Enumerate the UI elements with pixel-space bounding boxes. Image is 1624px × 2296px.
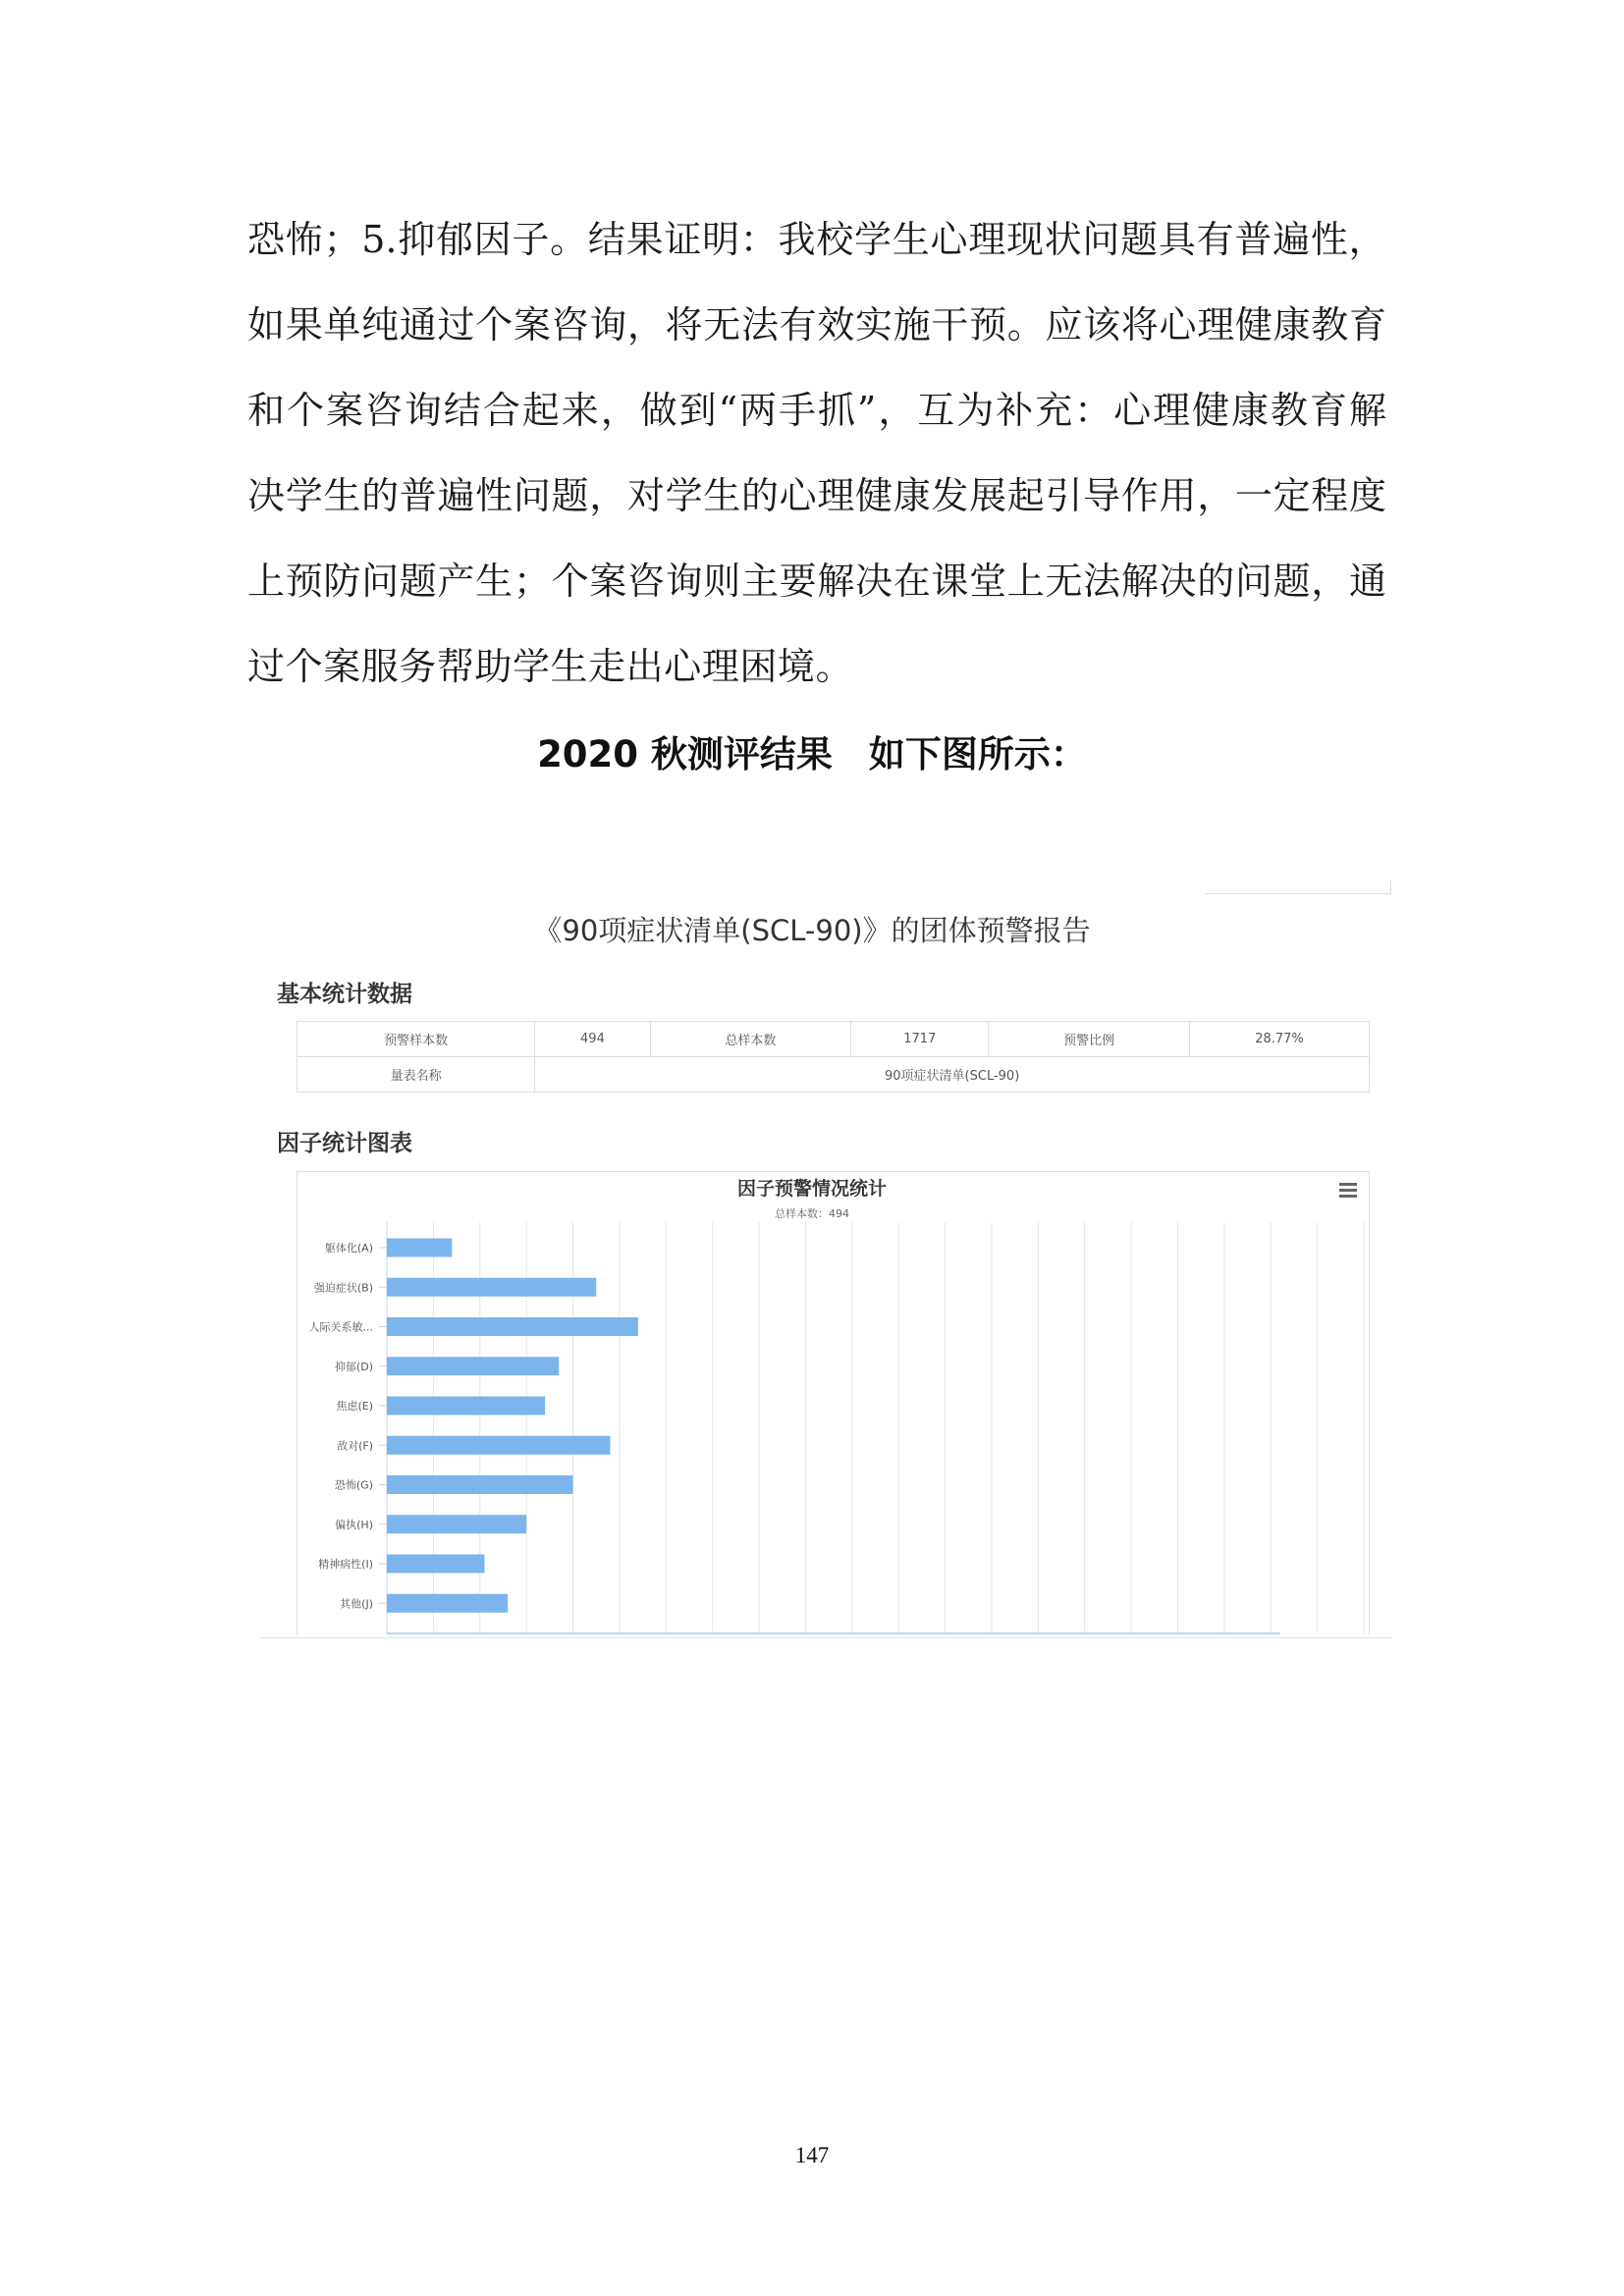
paragraph-char: 无	[1045, 560, 1083, 603]
paragraph-char: 普	[1234, 218, 1272, 261]
paragraph-char: 心	[664, 645, 702, 688]
paragraph-char: 怖	[285, 218, 323, 261]
category-label: 其他(J)	[340, 1597, 373, 1611]
paragraph-char: 走	[588, 645, 626, 688]
bar	[387, 1475, 573, 1494]
paragraph-char: 健	[1192, 389, 1230, 432]
paragraph-char: 康	[893, 474, 931, 517]
basic-stats-label: 基本统计数据	[277, 982, 412, 1007]
category-label: 焦虑(E)	[336, 1400, 373, 1413]
bar	[387, 1515, 526, 1533]
paragraph-char: ：	[739, 218, 778, 261]
paragraph-char: 心	[930, 218, 968, 261]
category-label: 敌对(F)	[337, 1439, 373, 1453]
bar	[387, 1397, 545, 1415]
paragraph-char: 案	[325, 389, 363, 432]
paragraph-char: 法	[1083, 560, 1121, 603]
paragraph-char: ：	[1074, 389, 1112, 432]
paragraph-char: 抑	[398, 218, 436, 261]
paragraph-char: 生	[892, 218, 930, 261]
paragraph-char: 普	[399, 474, 437, 517]
section-heading: 2020 秋测评结果 如下图所示：	[537, 733, 1087, 775]
paragraph-char: 的	[740, 474, 779, 517]
paragraph-char: 学	[512, 645, 550, 688]
paragraph-char: 心	[1113, 389, 1152, 432]
paragraph-char: 生	[475, 560, 514, 603]
total-sample-label: 总样本数	[650, 1022, 851, 1057]
paragraph-char: 到	[678, 389, 717, 432]
paragraph-char: 一	[1234, 474, 1272, 517]
paragraph-char: 则	[703, 560, 741, 603]
paragraph-char: 健	[1234, 303, 1272, 347]
paragraph-char: 起	[521, 389, 560, 432]
paragraph-char: 导	[1083, 474, 1121, 517]
paragraph-char: 个	[285, 645, 323, 688]
paragraph-char: 为	[956, 389, 995, 432]
paragraph-char: 。	[550, 218, 588, 261]
paragraph-char: 咨	[364, 389, 403, 432]
paragraph-char: 和	[247, 389, 286, 432]
paragraph-char: ，	[1311, 560, 1349, 603]
paragraph-char: 案	[323, 645, 361, 688]
paragraph-char: 发	[931, 474, 969, 517]
paragraph-char: 理	[701, 645, 739, 688]
category-label: 精神病性(I)	[318, 1558, 373, 1571]
paragraph-char: 校	[816, 218, 854, 261]
category-label: 抑郁(D)	[334, 1360, 373, 1373]
paragraph-char: 育	[1348, 303, 1386, 347]
paragraph-char: ，	[878, 389, 916, 432]
scale-name-value: 90项症状清单(SCL-90)	[535, 1057, 1370, 1093]
paragraph-char: 如	[247, 303, 286, 347]
chart-subtitle: 总样本数：494	[775, 1207, 849, 1220]
paragraph-char: 题	[1272, 560, 1311, 603]
paragraph-char: 性	[475, 474, 514, 517]
paragraph-char: 单	[323, 303, 361, 347]
paragraph-char: 作	[1120, 474, 1159, 517]
category-label: 恐怖(G)	[334, 1478, 373, 1492]
paragraph-char: 教	[1311, 303, 1349, 347]
paragraph-char: 度	[1348, 474, 1386, 517]
paragraph-char: 应	[1045, 303, 1083, 347]
paragraph-char: 询	[665, 560, 703, 603]
paragraph-char: 充	[1035, 389, 1073, 432]
paragraph-char: 纯	[361, 303, 400, 347]
paragraph-char: 有	[779, 303, 817, 347]
paragraph-char: 案	[589, 560, 627, 603]
paragraph-char: ，	[1197, 474, 1235, 517]
paragraph-char: 心	[779, 474, 817, 517]
paragraph-char: 果	[285, 303, 323, 347]
category-label: 偏执(H)	[335, 1518, 373, 1531]
paragraph-char: 展	[969, 474, 1007, 517]
paragraph-char: 个	[551, 560, 589, 603]
bar	[387, 1436, 610, 1455]
paragraph-char: ，	[600, 389, 638, 432]
paragraph-char: 两	[739, 389, 778, 432]
paragraph-char: 补	[996, 389, 1034, 432]
paragraph-char: 理	[968, 218, 1006, 261]
warning-sample-value: 494	[535, 1022, 650, 1057]
paragraph-char: 决	[247, 474, 286, 517]
paragraph-char: 防	[323, 560, 361, 603]
paragraph-char: 要	[779, 560, 817, 603]
paragraph-char: 心	[1159, 303, 1197, 347]
report-title: 《90项症状清单(SCL-90)》的团体预警报告	[533, 914, 1091, 947]
bar	[387, 1239, 452, 1257]
paragraph-char: 引	[1045, 474, 1083, 517]
paragraph-char: 证	[664, 218, 702, 261]
paragraph-char: 务	[399, 645, 437, 688]
factor-chart-label: 因子统计图表	[277, 1131, 412, 1156]
paragraph-char: 咨	[551, 303, 589, 347]
paragraph-char: 过	[247, 645, 286, 688]
paragraph-char: 问	[1234, 560, 1272, 603]
paragraph-char: 上	[247, 560, 286, 603]
paragraph-char: 服	[360, 645, 399, 688]
paragraph-char: 程	[1311, 474, 1349, 517]
paragraph-char: 学	[285, 474, 323, 517]
bar	[387, 1555, 485, 1574]
paragraph-char: 问	[513, 474, 551, 517]
paragraph-char: “	[718, 389, 738, 432]
category-label: 人际关系敏...	[308, 1320, 373, 1334]
paragraph-char: 将	[665, 303, 703, 347]
paragraph-char: 理	[1153, 389, 1191, 432]
paragraph-char: 起	[1006, 474, 1045, 517]
paragraph-char: 结	[443, 389, 481, 432]
paragraph-char: 解	[817, 560, 855, 603]
paragraph-char: 过	[437, 303, 475, 347]
bar	[387, 1278, 596, 1297]
paragraph-char: 学	[854, 218, 893, 261]
paragraph-char: 决	[1159, 560, 1197, 603]
paragraph-char: 康	[1231, 389, 1270, 432]
paragraph-char: 题	[399, 560, 437, 603]
paragraph-char: 遍	[437, 474, 475, 517]
paragraph-char: 用	[1159, 474, 1197, 517]
paragraph-char: 郁	[435, 218, 473, 261]
paragraph-char: 康	[1272, 303, 1311, 347]
paragraph-char: 定	[1272, 474, 1311, 517]
paragraph-char: 个	[286, 389, 324, 432]
category-label: 躯体化(A)	[324, 1242, 373, 1255]
bar	[387, 1357, 559, 1375]
paragraph-char: 问	[361, 560, 400, 603]
paragraph-char: 通	[399, 303, 437, 347]
warning-ratio-value: 28.77%	[1189, 1022, 1369, 1057]
paragraph-char: 结	[587, 218, 625, 261]
paragraph-char: 对	[626, 474, 665, 517]
paragraph-char: 施	[893, 303, 931, 347]
paragraph-char: 预	[285, 560, 323, 603]
paragraph-char: ；	[323, 218, 361, 261]
paragraph-char: 教	[1271, 389, 1309, 432]
paragraph-char: 来	[561, 389, 599, 432]
paragraph-char: 的	[1197, 560, 1235, 603]
paragraph-char: 抓	[817, 389, 855, 432]
paragraph-char: 法	[740, 303, 779, 347]
paragraph-char: 出	[625, 645, 664, 688]
paragraph-char: 恐	[247, 218, 286, 261]
paragraph-char: 状	[1044, 218, 1082, 261]
paragraph-char: 具	[1158, 218, 1196, 261]
paragraph-char: 理	[1197, 303, 1235, 347]
paragraph-char: 干	[931, 303, 969, 347]
paragraph-char: 题	[551, 474, 589, 517]
paragraph-char: 生	[550, 645, 588, 688]
total-sample-value: 1717	[851, 1022, 989, 1057]
paragraph-char: 解	[1348, 389, 1386, 432]
paragraph-char: 的	[361, 474, 400, 517]
paragraph-char: 明	[702, 218, 740, 261]
paragraph-char: ，	[1348, 218, 1386, 261]
paragraph-char: 询	[404, 389, 442, 432]
paragraph-char: 主	[740, 560, 779, 603]
paragraph-char: 遍	[1272, 218, 1311, 261]
paragraph-char: 。	[815, 645, 853, 688]
paragraph-char: 。	[1006, 303, 1045, 347]
paragraph-char: 效	[817, 303, 855, 347]
paragraph-char: 将	[1120, 303, 1159, 347]
paragraph-char: 该	[1083, 303, 1121, 347]
paragraph-char: 个	[475, 303, 514, 347]
paragraph-char: 育	[1309, 389, 1347, 432]
paragraph-char: 5.	[361, 218, 398, 261]
paragraph-char: ，	[589, 474, 627, 517]
paragraph-char: 现	[1005, 218, 1044, 261]
paragraph-char: 健	[855, 474, 893, 517]
paragraph-char: 学	[665, 474, 703, 517]
paragraph-char: 问	[1082, 218, 1120, 261]
page-number: 147	[794, 2143, 830, 2167]
paragraph-char: 境	[777, 645, 815, 688]
paragraph-char: 生	[323, 474, 361, 517]
paragraph-char: 课	[931, 560, 969, 603]
paragraph-char: 性	[1310, 218, 1348, 261]
category-label: 强迫症状(B)	[313, 1281, 373, 1295]
paragraph-char: 果	[625, 218, 664, 261]
paragraph-char: 在	[893, 560, 931, 603]
bar	[387, 1317, 638, 1336]
paragraph-char: ”	[856, 389, 877, 432]
bar	[387, 1594, 508, 1613]
paragraph-char: 生	[703, 474, 741, 517]
paragraph-char: 手	[778, 389, 816, 432]
paragraph-char: 互	[917, 389, 955, 432]
paragraph-char: 助	[474, 645, 513, 688]
paragraph-char: 困	[739, 645, 778, 688]
paragraph-char: 因	[473, 218, 512, 261]
paragraph-char: ；	[513, 560, 551, 603]
paragraph-char: 案	[513, 303, 551, 347]
paragraph-char: 无	[703, 303, 741, 347]
paragraph-char: 有	[1196, 218, 1234, 261]
warning-sample-label: 预警样本数	[298, 1022, 535, 1057]
warning-ratio-label: 预警比例	[989, 1022, 1190, 1057]
paragraph-char: 我	[778, 218, 816, 261]
paragraph-char: 子	[512, 218, 550, 261]
paragraph-char: 堂	[969, 560, 1007, 603]
chart-title: 因子预警情况统计	[736, 1178, 887, 1200]
paragraph-char: 解	[1120, 560, 1159, 603]
paragraph-char: 咨	[626, 560, 665, 603]
paragraph-char: 合	[482, 389, 520, 432]
paragraph-char: 通	[1348, 560, 1386, 603]
paragraph-char: 预	[969, 303, 1007, 347]
paragraph-char: 实	[855, 303, 893, 347]
paragraph-char: 上	[1006, 560, 1045, 603]
paragraph-char: 决	[855, 560, 893, 603]
scale-name-label: 量表名称	[298, 1057, 535, 1093]
paragraph-char: 题	[1120, 218, 1159, 261]
paragraph-char: 帮	[436, 645, 474, 688]
paragraph-char: 询	[589, 303, 627, 347]
paragraph-char: 产	[437, 560, 475, 603]
paragraph-char: 做	[639, 389, 677, 432]
paragraph-char: ，	[626, 303, 665, 347]
paragraph-char: 理	[817, 474, 855, 517]
